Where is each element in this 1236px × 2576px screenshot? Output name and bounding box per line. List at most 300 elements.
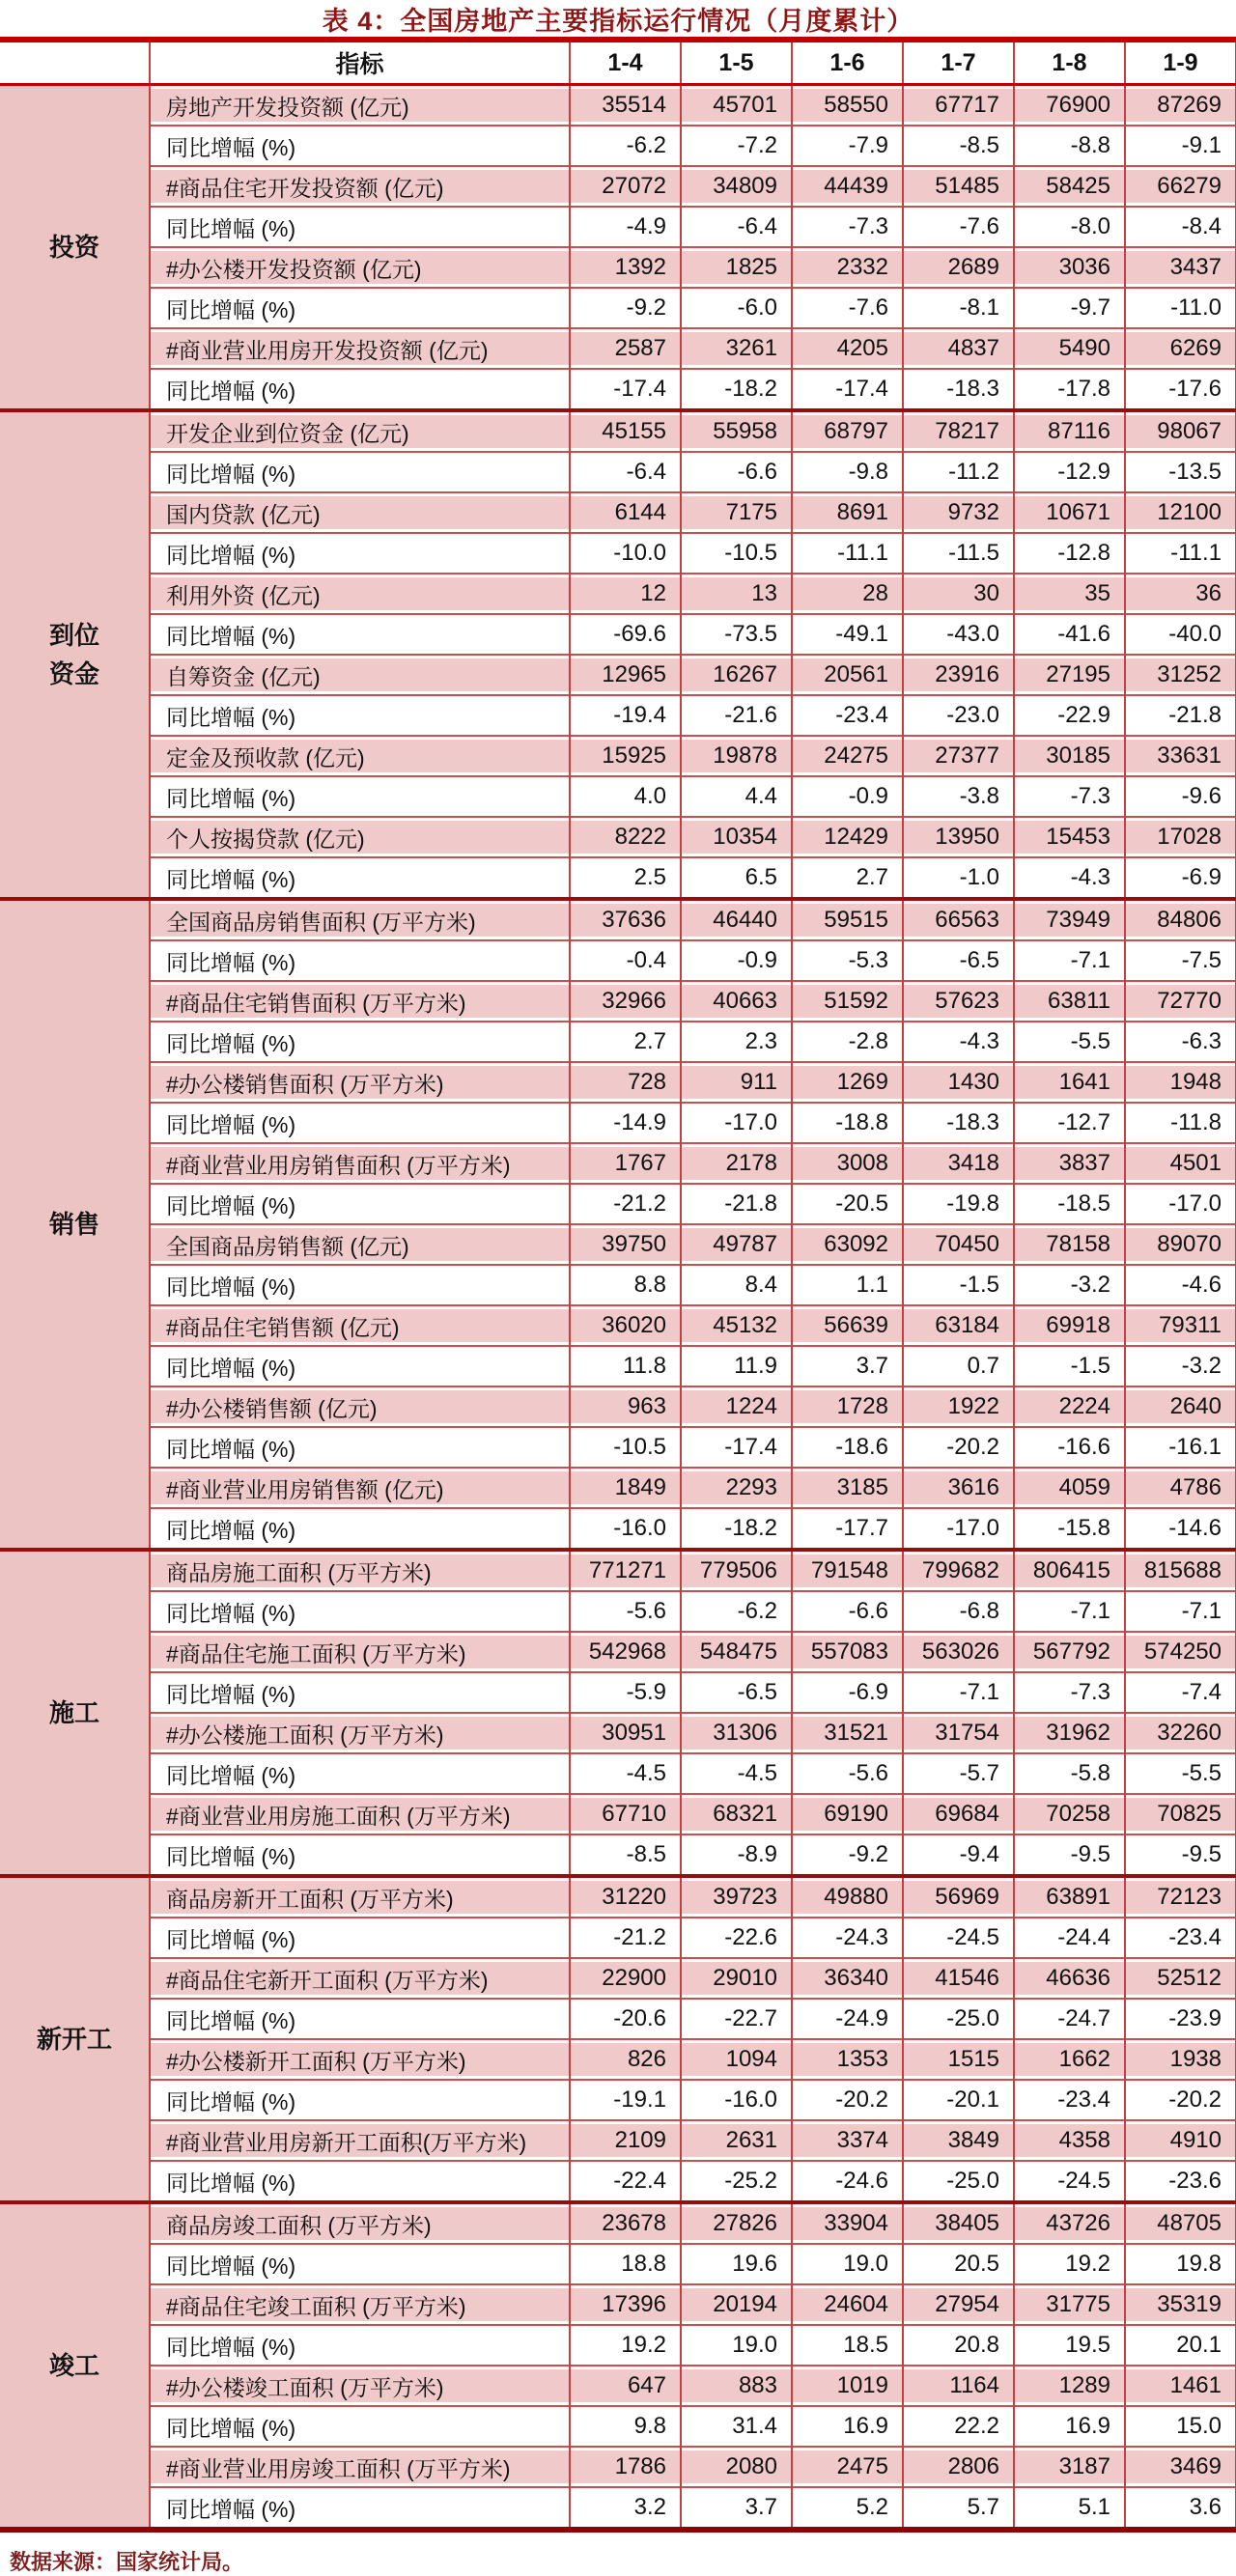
value-cell: 27195: [1014, 655, 1125, 695]
value-cell: 2178: [681, 1143, 792, 1184]
growth-value-cell: -18.3: [903, 369, 1014, 410]
column-header-period-4: 1-7: [903, 40, 1014, 85]
indicator-row: [0, 574, 1236, 614]
value-cell: 6144: [570, 492, 681, 533]
growth-value-cell: -6.5: [681, 1672, 792, 1713]
indicator-label-cell: 商品房新开工面积 (万平方米): [150, 1876, 570, 1918]
growth-value-cell: -17.0: [903, 1508, 1014, 1550]
indicator-label-cell: 自筹资金 (亿元): [150, 655, 570, 695]
value-cell: 15453: [1014, 817, 1125, 857]
value-cell: 567792: [1014, 1632, 1125, 1672]
growth-row: [0, 776, 1236, 817]
value-cell: 33631: [1125, 736, 1236, 776]
growth-value-cell: -17.7: [792, 1508, 903, 1550]
value-cell: 27954: [903, 2284, 1014, 2325]
value-cell: 6269: [1125, 328, 1236, 369]
value-cell: 8222: [570, 817, 681, 857]
value-cell: 37636: [570, 899, 681, 940]
value-cell: 1849: [570, 1468, 681, 1508]
growth-value-cell: 11.8: [570, 1346, 681, 1386]
growth-value-cell: -25.2: [681, 2161, 792, 2202]
value-cell: 31962: [1014, 1713, 1125, 1753]
growth-value-cell: -17.8: [1014, 369, 1125, 410]
value-cell: 31306: [681, 1713, 792, 1753]
value-cell: 63891: [1014, 1876, 1125, 1918]
growth-value-cell: 11.9: [681, 1346, 792, 1386]
indicator-label-cell: #办公楼销售面积 (万平方米): [150, 1062, 570, 1103]
growth-label-cell: 同比增幅 (%): [150, 1346, 570, 1386]
growth-value-cell: -9.6: [1125, 776, 1236, 817]
growth-value-cell: -14.9: [570, 1103, 681, 1143]
indicator-row: [0, 1305, 1236, 1346]
value-cell: 31220: [570, 1876, 681, 1918]
value-cell: 1019: [792, 2366, 903, 2406]
growth-value-cell: 4.0: [570, 776, 681, 817]
growth-value-cell: -3.8: [903, 776, 1014, 817]
value-cell: 70450: [903, 1224, 1014, 1265]
growth-value-cell: 2.5: [570, 857, 681, 899]
value-cell: 4786: [1125, 1468, 1236, 1508]
growth-row: [0, 369, 1236, 410]
column-header-indicator: 指标: [150, 40, 570, 85]
value-cell: 574250: [1125, 1632, 1236, 1672]
growth-value-cell: -9.2: [792, 1834, 903, 1876]
growth-value-cell: 18.8: [570, 2244, 681, 2284]
growth-value-cell: -15.8: [1014, 1508, 1125, 1550]
growth-label-cell: 同比增幅 (%): [150, 288, 570, 328]
value-cell: 98067: [1125, 410, 1236, 452]
growth-row: [0, 2406, 1236, 2447]
growth-row: [0, 857, 1236, 899]
growth-value-cell: -17.4: [792, 369, 903, 410]
growth-value-cell: -19.4: [570, 695, 681, 736]
category-cell: 销售: [0, 899, 150, 1550]
growth-value-cell: -7.3: [1014, 776, 1125, 817]
growth-value-cell: -17.0: [681, 1103, 792, 1143]
value-cell: 27072: [570, 166, 681, 207]
value-cell: 2640: [1125, 1386, 1236, 1427]
indicator-row: [0, 328, 1236, 369]
value-cell: 3008: [792, 1143, 903, 1184]
indicator-label-cell: 定金及预收款 (亿元): [150, 736, 570, 776]
growth-value-cell: -11.5: [903, 533, 1014, 574]
value-cell: 36340: [792, 1958, 903, 1999]
growth-label-cell: 同比增幅 (%): [150, 2406, 570, 2447]
value-cell: 2587: [570, 328, 681, 369]
indicator-label-cell: #商品住宅施工面积 (万平方米): [150, 1632, 570, 1672]
growth-value-cell: -0.4: [570, 940, 681, 981]
growth-value-cell: 19.6: [681, 2244, 792, 2284]
table-corner-cell: [0, 40, 150, 85]
indicator-label-cell: 开发企业到位资金 (亿元): [150, 410, 570, 452]
growth-value-cell: -7.2: [681, 126, 792, 166]
growth-value-cell: -4.6: [1125, 1265, 1236, 1305]
growth-value-cell: -1.5: [903, 1265, 1014, 1305]
value-cell: 17396: [570, 2284, 681, 2325]
indicator-row: [0, 1958, 1236, 1999]
growth-value-cell: -11.1: [1125, 533, 1236, 574]
growth-value-cell: -5.5: [1125, 1753, 1236, 1794]
growth-row: [0, 1508, 1236, 1550]
growth-value-cell: -18.8: [792, 1103, 903, 1143]
value-cell: 49787: [681, 1224, 792, 1265]
category-cell: 投资: [0, 85, 150, 411]
value-cell: 36020: [570, 1305, 681, 1346]
growth-value-cell: 8.4: [681, 1265, 792, 1305]
value-cell: 7175: [681, 492, 792, 533]
column-header-period-5: 1-8: [1014, 40, 1125, 85]
growth-value-cell: -8.0: [1014, 207, 1125, 247]
growth-value-cell: -7.1: [1125, 1591, 1236, 1632]
value-cell: 1786: [570, 2447, 681, 2487]
value-cell: 76900: [1014, 85, 1125, 126]
column-header-period-3: 1-6: [792, 40, 903, 85]
value-cell: 1938: [1125, 2039, 1236, 2080]
indicator-row: [0, 1468, 1236, 1508]
growth-value-cell: -23.9: [1125, 1999, 1236, 2039]
growth-value-cell: -18.6: [792, 1427, 903, 1468]
growth-value-cell: -6.5: [903, 940, 1014, 981]
value-cell: 31521: [792, 1713, 903, 1753]
value-cell: 33904: [792, 2202, 903, 2244]
growth-value-cell: -24.4: [1014, 1918, 1125, 1958]
growth-value-cell: -3.2: [1014, 1265, 1125, 1305]
value-cell: 38405: [903, 2202, 1014, 2244]
growth-row: [0, 695, 1236, 736]
value-cell: 68321: [681, 1794, 792, 1834]
value-cell: 46636: [1014, 1958, 1125, 1999]
value-cell: 87116: [1014, 410, 1125, 452]
value-cell: 35319: [1125, 2284, 1236, 2325]
value-cell: 78158: [1014, 1224, 1125, 1265]
growth-value-cell: -9.5: [1014, 1834, 1125, 1876]
growth-row: [0, 1591, 1236, 1632]
value-cell: 1922: [903, 1386, 1014, 1427]
growth-value-cell: -10.5: [681, 533, 792, 574]
growth-value-cell: -6.8: [903, 1591, 1014, 1632]
indicator-row: [0, 2366, 1236, 2406]
growth-row: [0, 1184, 1236, 1224]
indicator-label-cell: #办公楼施工面积 (万平方米): [150, 1713, 570, 1753]
growth-value-cell: 31.4: [681, 2406, 792, 2447]
indicator-label-cell: #商业营业用房销售面积 (万平方米): [150, 1143, 570, 1184]
value-cell: 69684: [903, 1794, 1014, 1834]
growth-value-cell: -18.5: [1014, 1184, 1125, 1224]
value-cell: 1164: [903, 2366, 1014, 2406]
value-cell: 27826: [681, 2202, 792, 2244]
growth-value-cell: -5.3: [792, 940, 903, 981]
growth-value-cell: -24.5: [1014, 2161, 1125, 2202]
value-cell: 41546: [903, 1958, 1014, 1999]
indicator-label-cell: #商业营业用房施工面积 (万平方米): [150, 1794, 570, 1834]
growth-value-cell: -17.0: [1125, 1184, 1236, 1224]
column-header-period-2: 1-5: [681, 40, 792, 85]
growth-row: [0, 533, 1236, 574]
value-cell: 45701: [681, 85, 792, 126]
growth-value-cell: -18.3: [903, 1103, 1014, 1143]
growth-value-cell: -20.2: [1125, 2080, 1236, 2120]
growth-label-cell: 同比增幅 (%): [150, 1834, 570, 1876]
category-cell: 竣工: [0, 2202, 150, 2530]
value-cell: 30185: [1014, 736, 1125, 776]
growth-row: [0, 1753, 1236, 1794]
growth-label-cell: 同比增幅 (%): [150, 2325, 570, 2366]
growth-value-cell: -23.0: [903, 695, 1014, 736]
value-cell: 1353: [792, 2039, 903, 2080]
indicator-label-cell: 商品房竣工面积 (万平方米): [150, 2202, 570, 2244]
value-cell: 44439: [792, 166, 903, 207]
value-cell: 12965: [570, 655, 681, 695]
growth-value-cell: -8.5: [570, 1834, 681, 1876]
indicator-row: [0, 1224, 1236, 1265]
value-cell: 58425: [1014, 166, 1125, 207]
growth-value-cell: -6.4: [681, 207, 792, 247]
value-cell: 31252: [1125, 655, 1236, 695]
value-cell: 883: [681, 2366, 792, 2406]
value-cell: 87269: [1125, 85, 1236, 126]
indicator-label-cell: 全国商品房销售面积 (万平方米): [150, 899, 570, 940]
growth-value-cell: -20.2: [903, 1427, 1014, 1468]
indicator-label-cell: #商业营业用房销售额 (亿元): [150, 1468, 570, 1508]
growth-value-cell: -7.1: [1014, 1591, 1125, 1632]
value-cell: 3261: [681, 328, 792, 369]
value-cell: 3187: [1014, 2447, 1125, 2487]
growth-row: [0, 2080, 1236, 2120]
value-cell: 31775: [1014, 2284, 1125, 2325]
growth-value-cell: 3.7: [681, 2487, 792, 2530]
page-title: 表 4：全国房地产主要指标运行情况（月度累计）: [322, 6, 914, 36]
growth-value-cell: 0.7: [903, 1346, 1014, 1386]
indicator-row: [0, 1550, 1236, 1591]
value-cell: 771271: [570, 1550, 681, 1591]
growth-label-cell: 同比增幅 (%): [150, 857, 570, 899]
growth-value-cell: 19.5: [1014, 2325, 1125, 2366]
growth-value-cell: -7.3: [792, 207, 903, 247]
growth-value-cell: 18.5: [792, 2325, 903, 2366]
growth-value-cell: -12.8: [1014, 533, 1125, 574]
growth-value-cell: -9.4: [903, 1834, 1014, 1876]
growth-value-cell: -24.6: [792, 2161, 903, 2202]
growth-value-cell: -24.7: [1014, 1999, 1125, 2039]
indicator-label-cell: 利用外资 (亿元): [150, 574, 570, 614]
growth-value-cell: 16.9: [1014, 2406, 1125, 2447]
value-cell: 4910: [1125, 2120, 1236, 2161]
growth-value-cell: 19.8: [1125, 2244, 1236, 2284]
value-cell: 2080: [681, 2447, 792, 2487]
indicator-label-cell: #办公楼竣工面积 (万平方米): [150, 2366, 570, 2406]
value-cell: 2806: [903, 2447, 1014, 2487]
value-cell: 15925: [570, 736, 681, 776]
value-cell: 2631: [681, 2120, 792, 2161]
growth-value-cell: -8.9: [681, 1834, 792, 1876]
value-cell: 3849: [903, 2120, 1014, 2161]
growth-value-cell: -16.1: [1125, 1427, 1236, 1468]
growth-value-cell: -22.4: [570, 2161, 681, 2202]
value-cell: 66279: [1125, 166, 1236, 207]
growth-value-cell: -16.6: [1014, 1427, 1125, 1468]
growth-label-cell: 同比增幅 (%): [150, 533, 570, 574]
growth-row: [0, 614, 1236, 655]
growth-row: [0, 2244, 1236, 2284]
value-cell: 23678: [570, 2202, 681, 2244]
value-cell: 3837: [1014, 1143, 1125, 1184]
value-cell: 4501: [1125, 1143, 1236, 1184]
growth-value-cell: -6.2: [681, 1591, 792, 1632]
growth-row: [0, 207, 1236, 247]
growth-value-cell: -9.2: [570, 288, 681, 328]
value-cell: 1515: [903, 2039, 1014, 2080]
value-cell: 12100: [1125, 492, 1236, 533]
growth-value-cell: -19.8: [903, 1184, 1014, 1224]
value-cell: 40663: [681, 981, 792, 1022]
value-cell: 1269: [792, 1062, 903, 1103]
indicator-row: [0, 2284, 1236, 2325]
indicator-row: [0, 1062, 1236, 1103]
growth-value-cell: -7.3: [1014, 1672, 1125, 1713]
value-cell: 815688: [1125, 1550, 1236, 1591]
growth-value-cell: 5.2: [792, 2487, 903, 2530]
indicator-label-cell: 个人按揭贷款 (亿元): [150, 817, 570, 857]
table-header-row: [0, 40, 1236, 85]
growth-row: [0, 1999, 1236, 2039]
value-cell: 12: [570, 574, 681, 614]
value-cell: 3469: [1125, 2447, 1236, 2487]
value-cell: 56969: [903, 1876, 1014, 1918]
value-cell: 16267: [681, 655, 792, 695]
growth-value-cell: -21.8: [1125, 695, 1236, 736]
growth-label-cell: 同比增幅 (%): [150, 1672, 570, 1713]
growth-value-cell: -1.0: [903, 857, 1014, 899]
indicator-row: [0, 2447, 1236, 2487]
growth-value-cell: 19.2: [1014, 2244, 1125, 2284]
value-cell: 57623: [903, 981, 1014, 1022]
value-cell: 63184: [903, 1305, 1014, 1346]
value-cell: 52512: [1125, 1958, 1236, 1999]
growth-value-cell: -18.2: [681, 369, 792, 410]
value-cell: 35: [1014, 574, 1125, 614]
growth-value-cell: 16.9: [792, 2406, 903, 2447]
value-cell: 59515: [792, 899, 903, 940]
growth-value-cell: -5.6: [570, 1591, 681, 1632]
growth-label-cell: 同比增幅 (%): [150, 1265, 570, 1305]
growth-value-cell: -23.6: [1125, 2161, 1236, 2202]
indicator-label-cell: 房地产开发投资额 (亿元): [150, 85, 570, 126]
growth-row: [0, 452, 1236, 492]
growth-value-cell: -11.1: [792, 533, 903, 574]
growth-label-cell: 同比增幅 (%): [150, 1918, 570, 1958]
value-cell: 548475: [681, 1632, 792, 1672]
value-cell: 3374: [792, 2120, 903, 2161]
value-cell: 2109: [570, 2120, 681, 2161]
growth-value-cell: -7.9: [792, 126, 903, 166]
growth-row: [0, 1834, 1236, 1876]
growth-value-cell: -7.1: [1014, 940, 1125, 981]
growth-value-cell: -6.6: [681, 452, 792, 492]
growth-row: [0, 2325, 1236, 2366]
growth-row: [0, 1427, 1236, 1468]
indicator-label-cell: #商品住宅销售额 (亿元): [150, 1305, 570, 1346]
growth-row: [0, 1265, 1236, 1305]
indicator-label-cell: #商业营业用房竣工面积 (万平方米): [150, 2447, 570, 2487]
growth-value-cell: -21.2: [570, 1918, 681, 1958]
growth-value-cell: -7.6: [792, 288, 903, 328]
growth-value-cell: 19.0: [792, 2244, 903, 2284]
value-cell: 45155: [570, 410, 681, 452]
value-cell: 3418: [903, 1143, 1014, 1184]
value-cell: 67717: [903, 85, 1014, 126]
category-cell: 新开工: [0, 1876, 150, 2202]
indicator-label-cell: 国内贷款 (亿元): [150, 492, 570, 533]
value-cell: 30: [903, 574, 1014, 614]
indicator-label-cell: #办公楼销售额 (亿元): [150, 1386, 570, 1427]
growth-value-cell: 3.2: [570, 2487, 681, 2530]
value-cell: 13950: [903, 817, 1014, 857]
growth-value-cell: -4.3: [1014, 857, 1125, 899]
growth-label-cell: 同比增幅 (%): [150, 2244, 570, 2284]
indicator-row: [0, 1876, 1236, 1918]
value-cell: 728: [570, 1062, 681, 1103]
value-cell: 1767: [570, 1143, 681, 1184]
value-cell: 79311: [1125, 1305, 1236, 1346]
growth-label-cell: 同比增幅 (%): [150, 452, 570, 492]
growth-value-cell: 19.0: [681, 2325, 792, 2366]
growth-value-cell: 15.0: [1125, 2406, 1236, 2447]
indicator-row: [0, 247, 1236, 288]
value-cell: 4837: [903, 328, 1014, 369]
growth-value-cell: -20.2: [792, 2080, 903, 2120]
indicator-label-cell: 全国商品房销售额 (亿元): [150, 1224, 570, 1265]
growth-value-cell: -69.6: [570, 614, 681, 655]
value-cell: 32966: [570, 981, 681, 1022]
growth-value-cell: -17.6: [1125, 369, 1236, 410]
indicator-row: [0, 899, 1236, 940]
growth-value-cell: 2.7: [792, 857, 903, 899]
growth-value-cell: -11.0: [1125, 288, 1236, 328]
growth-label-cell: 同比增幅 (%): [150, 614, 570, 655]
indicator-label-cell: #商业营业用房开发投资额 (亿元): [150, 328, 570, 369]
growth-value-cell: -8.5: [903, 126, 1014, 166]
value-cell: 67710: [570, 1794, 681, 1834]
growth-value-cell: -9.8: [792, 452, 903, 492]
growth-row: [0, 288, 1236, 328]
value-cell: 28: [792, 574, 903, 614]
value-cell: 963: [570, 1386, 681, 1427]
value-cell: 68797: [792, 410, 903, 452]
growth-value-cell: -22.7: [681, 1999, 792, 2039]
growth-row: [0, 1672, 1236, 1713]
growth-value-cell: -8.8: [1014, 126, 1125, 166]
source-note: 数据来源：国家统计局。: [10, 2550, 244, 2574]
growth-value-cell: 6.5: [681, 857, 792, 899]
growth-label-cell: 同比增幅 (%): [150, 369, 570, 410]
growth-value-cell: -23.4: [792, 695, 903, 736]
growth-value-cell: -6.6: [792, 1591, 903, 1632]
growth-value-cell: -4.5: [570, 1753, 681, 1794]
growth-label-cell: 同比增幅 (%): [150, 1999, 570, 2039]
value-cell: 10671: [1014, 492, 1125, 533]
value-cell: 31754: [903, 1713, 1014, 1753]
growth-value-cell: -41.6: [1014, 614, 1125, 655]
growth-value-cell: -40.0: [1125, 614, 1236, 655]
growth-value-cell: 2.7: [570, 1022, 681, 1062]
growth-value-cell: 3.7: [792, 1346, 903, 1386]
value-cell: 70258: [1014, 1794, 1125, 1834]
value-cell: 24275: [792, 736, 903, 776]
category-cell: 到位 资金: [0, 410, 150, 899]
value-cell: 5490: [1014, 328, 1125, 369]
growth-value-cell: -16.0: [681, 2080, 792, 2120]
growth-label-cell: 同比增幅 (%): [150, 1427, 570, 1468]
